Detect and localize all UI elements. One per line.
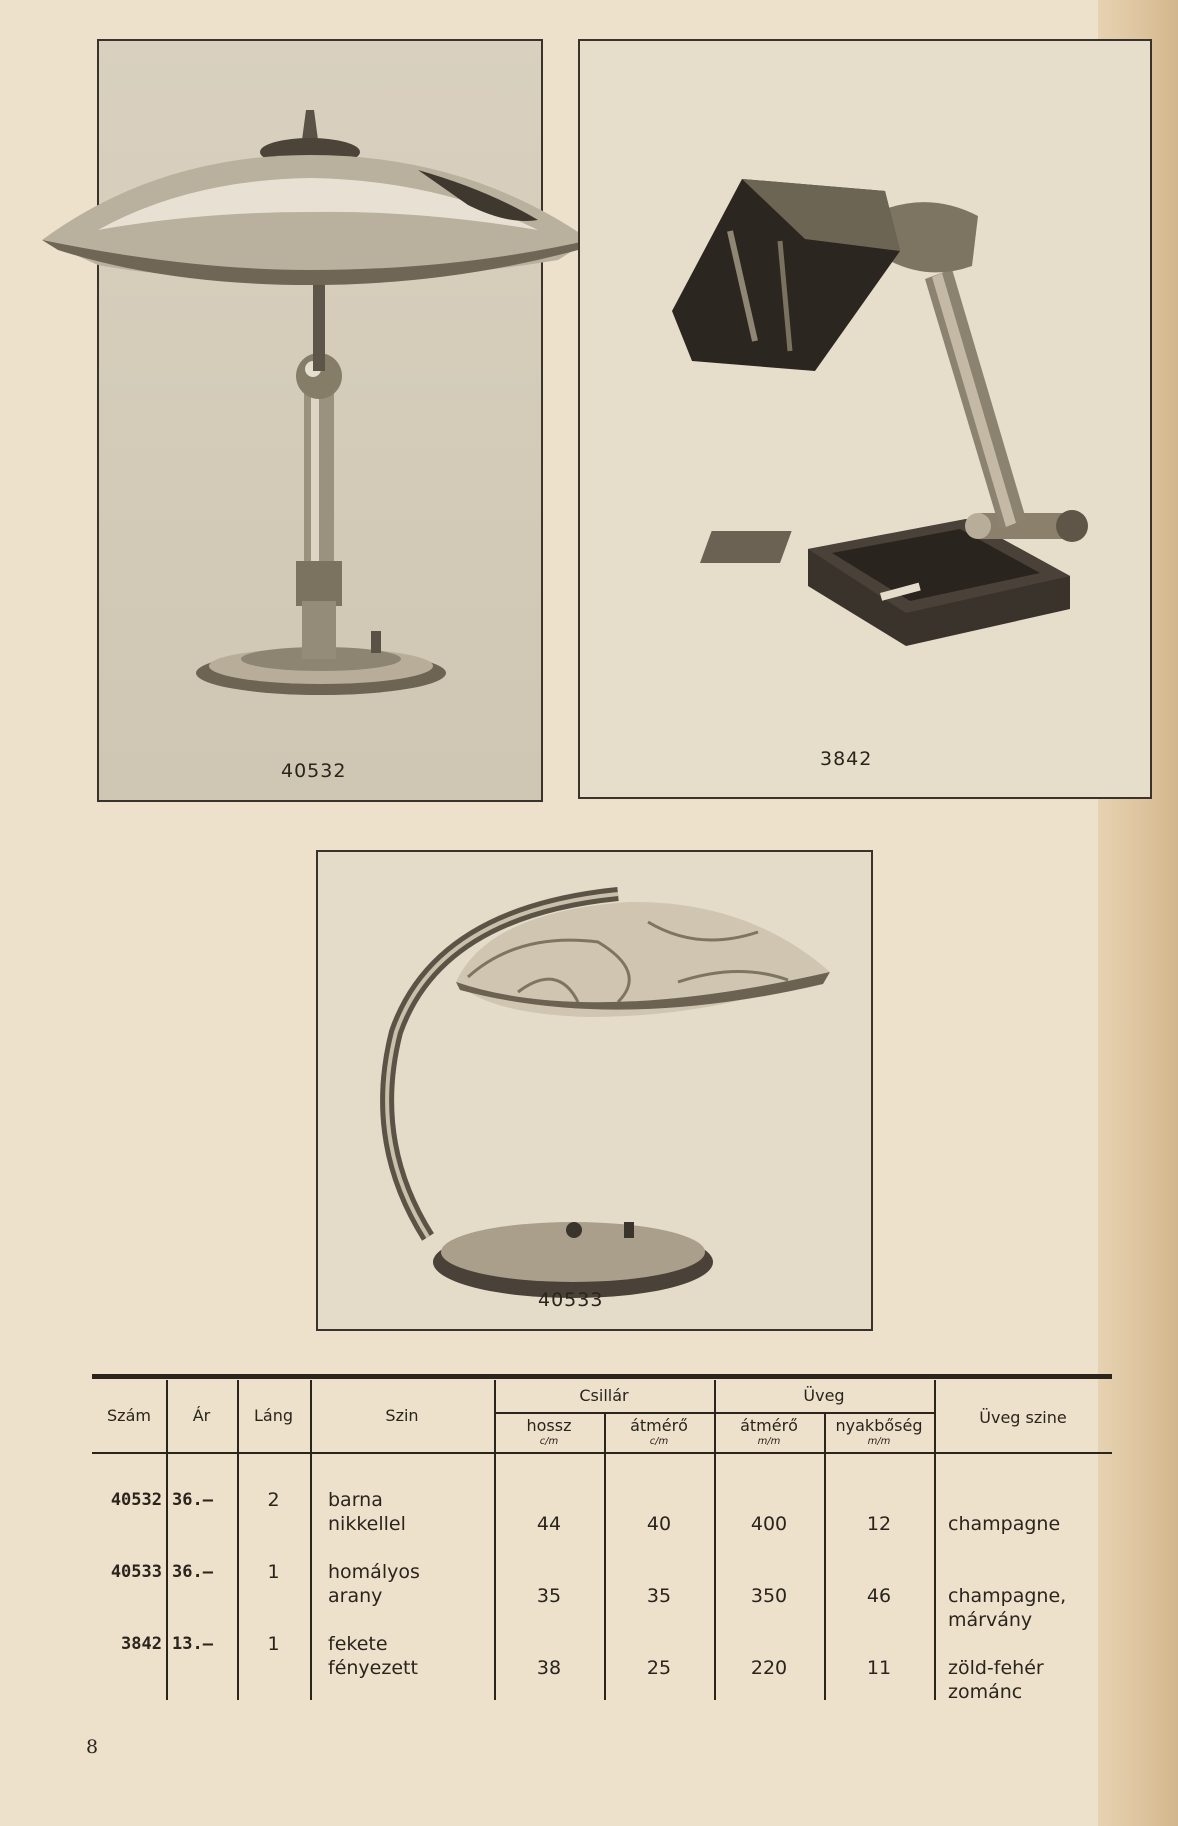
header-csillar: Csillár	[579, 1386, 629, 1405]
header-ar: Ár	[192, 1406, 211, 1425]
header-atmero-uveg	[714, 1416, 824, 1447]
banker-desk-lamp-icon	[580, 41, 1150, 797]
row3-szam: 3842	[121, 1634, 162, 1654]
row3-lang: 1	[267, 1633, 280, 1655]
row3-atmero2: 220	[750, 1657, 788, 1679]
row1-nyak: 12	[866, 1513, 892, 1535]
header-hossz-label: hossz	[526, 1416, 572, 1435]
header-atmero-uveg-unit: m/m	[757, 1436, 781, 1447]
mushroom-shade-icon	[38, 100, 598, 290]
row3-nyak: 11	[866, 1657, 892, 1679]
row3-hossz: 38	[536, 1657, 562, 1679]
row1-uveg-szine: champagne	[948, 1513, 1061, 1535]
header-nyakboseg	[824, 1416, 934, 1447]
row1-ar: 36.—	[172, 1490, 213, 1510]
row1-szin: barna nikkellel	[328, 1489, 406, 1535]
row2-uveg-szine: champagne, márvány	[948, 1585, 1067, 1631]
row1-szam: 40532	[110, 1490, 162, 1510]
col-divider	[934, 1380, 936, 1700]
row2-atmero2: 350	[750, 1585, 788, 1607]
photo-label-40532: 40532	[281, 760, 347, 782]
photo-label-40533: 40533	[538, 1289, 604, 1311]
row2-atmero1: 35	[646, 1585, 672, 1607]
row2-lang: 1	[267, 1561, 280, 1583]
arc-marble-desk-lamp-icon	[318, 852, 871, 1329]
header-hossz-unit: c/m	[539, 1436, 559, 1447]
row3-ar: 13.—	[172, 1634, 213, 1654]
row2-nyak: 46	[866, 1585, 892, 1607]
row2-szam: 40533	[110, 1562, 162, 1582]
header-atmero-uveg-label: átmérő	[740, 1416, 798, 1435]
row3-szin: fekete fényezett	[328, 1633, 418, 1679]
header-nyakboseg-unit: m/m	[867, 1436, 891, 1447]
header-atmero-csillar-label: átmérő	[630, 1416, 688, 1435]
row2-ar: 36.—	[172, 1562, 213, 1582]
spec-table	[92, 1370, 1112, 1710]
row1-atmero2: 400	[750, 1513, 788, 1535]
header-uveg: Üveg	[803, 1386, 845, 1405]
photo-label-3842: 3842	[820, 748, 873, 770]
page-number: 8	[86, 1736, 99, 1758]
row3-atmero1: 25	[646, 1657, 672, 1679]
table-top-rule	[92, 1374, 1112, 1379]
row1-lang: 2	[267, 1489, 280, 1511]
col-divider	[310, 1380, 312, 1700]
header-lang: Láng	[253, 1406, 293, 1425]
header-szam: Szám	[107, 1406, 151, 1425]
row2-hossz: 35	[536, 1585, 562, 1607]
row1-hossz: 44	[536, 1513, 562, 1535]
header-bottom-rule	[92, 1452, 1112, 1454]
header-atmero-csillar-unit: c/m	[649, 1436, 669, 1447]
row3-uveg-szine: zöld-fehér zománc	[948, 1657, 1044, 1703]
header-szin: Szin	[385, 1406, 419, 1425]
col-divider	[166, 1380, 168, 1700]
photo-lamp-40533	[316, 850, 873, 1331]
photo-lamp-3842	[578, 39, 1152, 799]
row2-szin: homályos arany	[328, 1561, 420, 1607]
header-nyakboseg-label: nyakbőség	[835, 1416, 923, 1435]
header-uveg-szine: Üveg szine	[979, 1408, 1067, 1427]
header-atmero-csillar	[604, 1416, 714, 1447]
row1-atmero1: 40	[646, 1513, 672, 1535]
header-hossz	[494, 1416, 604, 1447]
